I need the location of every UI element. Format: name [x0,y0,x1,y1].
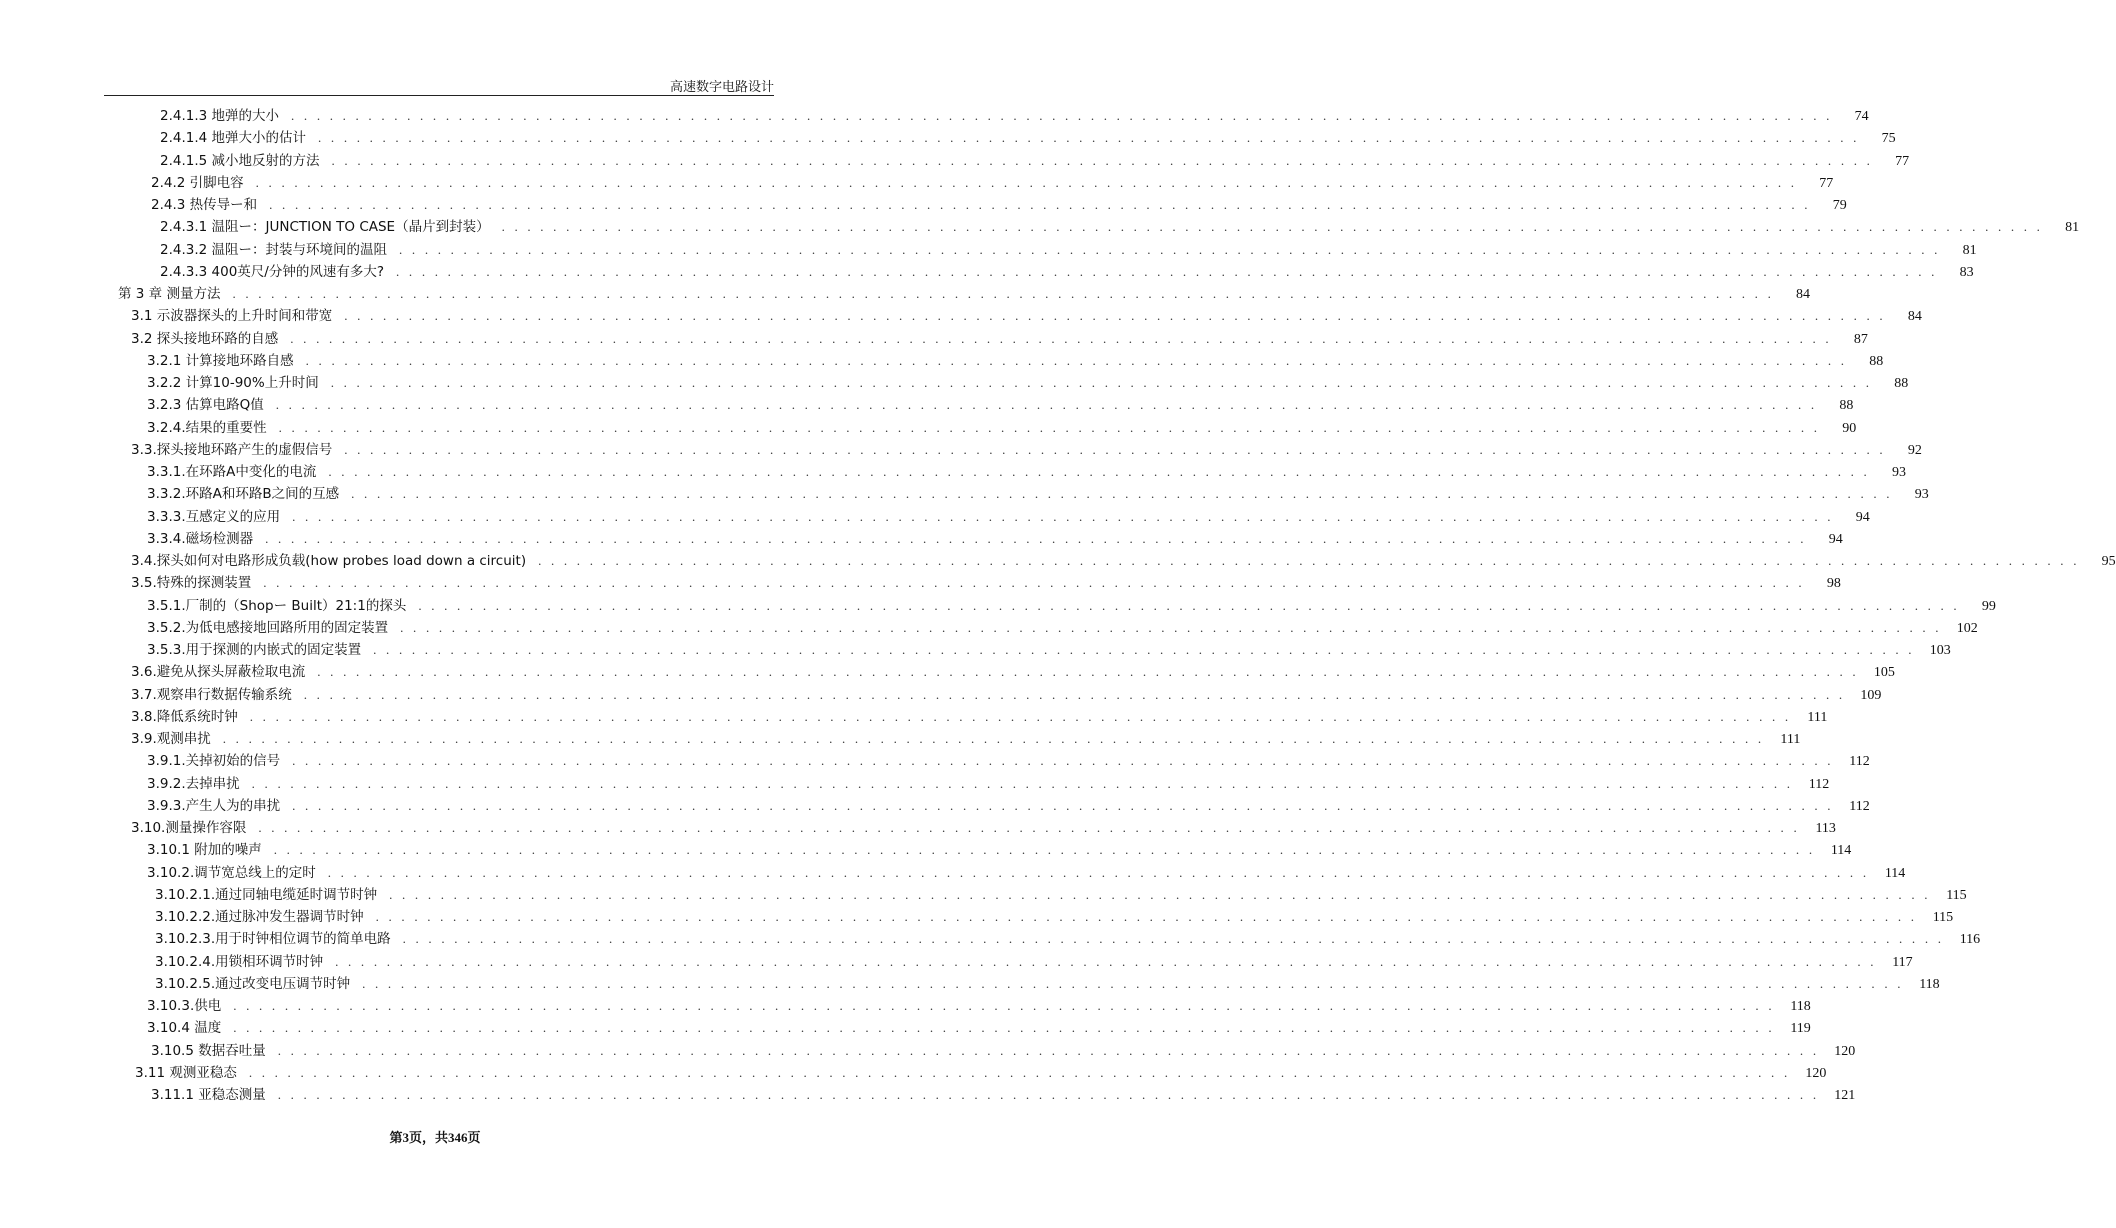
toc-entry[interactable] [147,395,1854,415]
toc-entry[interactable] [155,952,1913,972]
toc-entry-page: 75 [1881,131,1896,147]
toc-entry-page: 111 [1780,732,1801,747]
toc-entry-title: 3.3.4.磁场检测器 [147,530,254,547]
toc-entry[interactable] [160,128,1896,148]
dot-leader: . . . . . . . . . . . . . . . . . . . . . . . . . . . . . . . . . . . . . . . . . . . . . . . . . . . . . . . . . . . . . . . . . . . . . . . . . . . . . . . . . . . . . . . . . . . . . . . . . . . . . . . . . . . . . . . . . . . . . . . . [249,708,1792,724]
toc-entry-title: 2.4.2 引脚电容 [151,174,244,191]
toc-entry[interactable] [147,863,1906,883]
toc-entry[interactable] [131,729,1801,749]
toc-entry-title: 3.11 观测亚稳态 [135,1064,237,1081]
dot-leader: . . . . . . . . . . . . . . . . . . . . . . . . . . . . . . . . . . . . . . . . . . . . . . . . . . . . . . . . . . . . . . . . . . . . . . . . . . . . . . . . . . . . . . . . . . . . . . . . . . . . . . . . . . . . . . . . . . . . . . . . [248,1064,1791,1080]
dot-leader: . . . . . . . . . . . . . . . . . . . . . . . . . . . . . . . . . . . . . . . . . . . . . . . . . . . . . . . . . . . . . . . . . . . . . . . . . . . . . . . . . . . . . . . . . . . . . . . . . . . . . . . . . . . . . . . . . . . . . . . . [222,731,1765,746]
toc-entry-page: 120 [1834,1043,1856,1059]
toc-entry-page: 79 [1832,198,1847,213]
dot-leader: . . . . . . . . . . . . . . . . . . . . . . . . . . . . . . . . . . . . . . . . . . . . . . . . . . . . . . . . . . . . . . . . . . . . . . . . . . . . . . . . . . . . . . . . . . . . . . . . . . . . . . . . . . . . . . . . . . . . . . . . [292,797,1834,813]
toc-entry[interactable] [131,306,1922,326]
dot-leader: . . . . . . . . . . . . . . . . . . . . . . . . . . . . . . . . . . . . . . . . . . . . . . . . . . . . . . . . . . . . . . . . . . . . . . . . . . . . . . . . . . . . . . . . . . . . . . . . . . . . . . . . . . . . . . . . . . . . . . . . [275,397,1818,413]
toc-entry[interactable] [147,596,1996,616]
toc-entry[interactable] [160,217,2080,237]
running-header-title: 高速数字电路设计 [669,80,774,95]
dot-leader: . . . . . . . . . . . . . . . . . . . . . . . . . . . . . . . . . . . . . . . . . . . . . . . . . . . . . . . . . . . . . . . . . . . . . . . . . . . . . . . . . . . . . . . . . . . . . . . . . . . . . . . . . . . . . . . . . . . . . . . . [538,553,2080,568]
toc-entry-title: 第 3 章 测量方法 [118,286,221,302]
toc-entry-page: 95 [2101,554,2116,569]
toc-entry-title: 3.10.2.1.通过同轴电缆延时调节时钟 [155,886,378,903]
toc-entry-title: 2.4.3.3 400英尺/分钟的风速有多大? [160,263,385,280]
toc-entry[interactable] [147,840,1852,860]
dot-leader: . . . . . . . . . . . . . . . . . . . . . . . . . . . . . . . . . . . . . . . . . . . . . . . . . . . . . . . . . . . . . . . . . . . . . . . . . . . . . . . . . . . . . . . . . . . . . . . . . . . . . . . . . . . . . . . . . . . . . . . . [389,886,1931,902]
header-rule [104,95,774,96]
dot-leader: . . . . . . . . . . . . . . . . . . . . . . . . . . . . . . . . . . . . . . . . . . . . . . . . . . . . . . . . . . . . . . . . . . . . . . . . . . . . . . . . . . . . . . . . . . . . . . . . . . . . . . . . . . . . . . . . . . . . . . . . [255,174,1798,190]
toc-entry-title: 3.10.1 附加的噪声 [147,842,262,859]
toc-entry-page: 113 [1815,821,1836,836]
toc-entry-page: 77 [1895,153,1910,169]
toc-entry-page: 98 [1826,576,1841,592]
toc-entry-title: 3.5.3.用于探测的内嵌式的固定装置 [147,642,362,658]
toc-entry[interactable] [131,551,2116,571]
toc-entry-page: 77 [1819,175,1834,191]
toc-entry[interactable] [160,151,1910,171]
toc-entry[interactable] [147,751,1870,771]
toc-entry-title: 3.6.避免从探头屏蔽检取电流 [131,664,306,681]
toc-entry-title: 3.5.1.厂制的（Shopー Built）21:1的探头 [147,597,407,614]
dot-leader: . . . . . . . . . . . . . . . . . . . . . . . . . . . . . . . . . . . . . . . . . . . . . . . . . . . . . . . . . . . . . . . . . . . . . . . . . . . . . . . . . . . . . . . . . . . . . . . . . . . . . . . . . . . . . . . . . . . . . . . . [402,931,1945,947]
toc-entry[interactable] [147,507,1870,527]
dot-leader: . . . . . . . . . . . . . . . . . . . . . . . . . . . . . . . . . . . . . . . . . . . . . . . . . . . . . . . . . . . . . . . . . . . . . . . . . . . . . . . . . . . . . . . . . . . . . . . . . . . . . . . . . . . . . . . . . . . . . . . . [335,953,1877,969]
toc-entry-title: 3.9.观测串扰 [131,731,211,747]
page-footer: 第3页，共346页 [389,1130,481,1145]
toc-entry[interactable] [131,573,1841,593]
toc-entry-page: 116 [1959,932,1981,948]
dot-leader: . . . . . . . . . . . . . . . . . . . . . . . . . . . . . . . . . . . . . . . . . . . . . . . . . . . . . . . . . . . . . . . . . . . . . . . . . . . . . . . . . . . . . . . . . . . . . . . . . . . . . . . . . . . . . . . . . . . . . . . . [292,508,1834,524]
toc-entry-title: 3.10.5 数据吞吐量 [151,1042,266,1059]
toc-entry-title: 3.3.探头接地环路产生的虚假信号 [131,441,333,458]
toc-entry-title: 2.4.1.5 减小地反射的方法 [160,152,320,169]
toc-entry-title: 3.2.4.结果的重要性 [147,419,267,436]
toc-entry-page: 112 [1808,776,1830,792]
toc-entry-title: 3.10.3.供电 [147,998,222,1014]
toc-entry-page: 117 [1892,954,1913,970]
dot-leader: . . . . . . . . . . . . . . . . . . . . . . . . . . . . . . . . . . . . . . . . . . . . . . . . . . . . . . . . . . . . . . . . . . . . . . . . . . . . . . . . . . . . . . . . . . . . . . . . . . . . . . . . . . . . . . . . . . . . . . . . [373,642,1915,657]
dot-leader: . . . . . . . . . . . . . . . . . . . . . . . . . . . . . . . . . . . . . . . . . . . . . . . . . . . . . . . . . . . . . . . . . . . . . . . . . . . . . . . . . . . . . . . . . . . . . . . . . . . . . . . . . . . . . . . . . . . . . . . . [233,998,1775,1013]
dot-leader: . . . . . . . . . . . . . . . . . . . . . . . . . . . . . . . . . . . . . . . . . . . . . . . . . . . . . . . . . . . . . . . . . . . . . . . . . . . . . . . . . . . . . . . . . . . . . . . . . . . . . . . . . . . . . . . . . . . . . . . . [232,286,1775,301]
toc-entry[interactable] [147,618,1978,638]
dot-leader: . . . . . . . . . . . . . . . . . . . . . . . . . . . . . . . . . . . . . . . . . . . . . . . . . . . . . . . . . . . . . . . . . . . . . . . . . . . . . . . . . . . . . . . . . . . . . . . . . . . . . . . . . . . . . . . . . . . . . . . . [292,753,1834,769]
dot-leader: . . . . . . . . . . . . . . . . . . . . . . . . . . . . . . . . . . . . . . . . . . . . . . . . . . . . . . . . . . . . . . . . . . . . . . . . . . . . . . . . . . . . . . . . . . . . . . . . . . . . . . . . . . . . . . . . . . . . . . . . [362,975,1904,991]
toc-entry-page: 83 [1959,264,1974,280]
toc-entry-page: 81 [1962,242,1977,258]
dot-leader: . . . . . . . . . . . . . . . . . . . . . . . . . . . . . . . . . . . . . . . . . . . . . . . . . . . . . . . . . . . . . . . . . . . . . . . . . . . . . . . . . . . . . . . . . . . . . . . . . . . . . . . . . . . . . . . . . . . . . . . . [263,575,1805,591]
dot-leader: . . . . . . . . . . . . . . . . . . . . . . . . . . . . . . . . . . . . . . . . . . . . . . . . . . . . . . . . . . . . . . . . . . . . . . . . . . . . . . . . . . . . . . . . . . . . . . . . . . . . . . . . . . . . . . . . . . . . . . . . [399,241,1941,257]
toc-entry-title: 3.9.3.产生人为的串扰 [147,797,281,814]
toc-entry[interactable] [135,1063,1827,1083]
toc-entry-page: 92 [1907,442,1922,458]
toc-entry-page: 112 [1849,798,1870,814]
toc-entry-title: 3.1 示波器探头的上升时间和带宽 [131,308,333,325]
toc-entry-page: 114 [1830,843,1852,859]
toc-entry[interactable] [147,1018,1811,1038]
toc-entry-page: 121 [1834,1088,1856,1103]
toc-entry-page: 84 [1907,309,1922,325]
toc-entry[interactable] [147,351,1884,371]
toc-entry-page: 81 [2065,220,2080,236]
toc-entry[interactable] [155,929,1981,949]
toc-entry-title: 3.2.2 计算10-90%上升时间 [147,375,319,391]
toc-entry-title: 2.4.3 热传导ー和 [151,197,258,213]
toc-entry-title: 3.5.特殊的探测装置 [131,575,252,592]
toc-entry[interactable] [147,373,1909,393]
toc-entry[interactable] [151,195,1847,215]
dot-leader: . . . . . . . . . . . . . . . . . . . . . . . . . . . . . . . . . . . . . . . . . . . . . . . . . . . . . . . . . . . . . . . . . . . . . . . . . . . . . . . . . . . . . . . . . . . . . . . . . . . . . . . . . . . . . . . . . . . . . . . . [277,1087,1820,1102]
toc-entry-title: 3.8.降低系统时钟 [131,708,238,725]
dot-leader: . . . . . . . . . . . . . . . . . . . . . . . . . . . . . . . . . . . . . . . . . . . . . . . . . . . . . . . . . . . . . . . . . . . . . . . . . . . . . . . . . . . . . . . . . . . . . . . . . . . . . . . . . . . . . . . . . . . . . . . . [305,352,1848,368]
toc-entry-page: 119 [1790,1021,1811,1037]
dot-leader: . . . . . . . . . . . . . . . . . . . . . . . . . . . . . . . . . . . . . . . . . . . . . . . . . . . . . . . . . . . . . . . . . . . . . . . . . . . . . . . . . . . . . . . . . . . . . . . . . . . . . . . . . . . . . . . . . . . . . . . . [344,441,1886,457]
toc-entry[interactable] [131,707,1828,727]
toc-entry[interactable] [131,440,1922,460]
dot-leader: . . . . . . . . . . . . . . . . . . . . . . . . . . . . . . . . . . . . . . . . . . . . . . . . . . . . . . . . . . . . . . . . . . . . . . . . . . . . . . . . . . . . . . . . . . . . . . . . . . . . . . . . . . . . . . . . . . . . . . . . [375,909,1918,924]
toc-entry-page: 74 [1854,109,1869,124]
toc-entry-title: 3.10.2.调节宽总线上的定时 [147,864,316,881]
toc-entry[interactable] [155,907,1954,927]
toc-entry-page: 94 [1828,531,1843,547]
toc-entry[interactable] [155,885,1967,905]
toc-entry-page: 90 [1842,420,1857,436]
toc-entry-title: 3.10.2.3.用于时钟相位调节的简单电路 [155,931,391,948]
toc-entry-page: 99 [1981,598,1996,614]
toc-entry-page: 102 [1956,620,1978,636]
toc-entry-title: 3.10.2.4.用锁相环调节时钟 [155,953,324,970]
toc-entry-title: 3.9.1.关掉初始的信号 [147,753,281,770]
toc-entry[interactable] [147,640,1951,660]
dot-leader: . . . . . . . . . . . . . . . . . . . . . . . . . . . . . . . . . . . . . . . . . . . . . . . . . . . . . . . . . . . . . . . . . . . . . . . . . . . . . . . . . . . . . . . . . . . . . . . . . . . . . . . . . . . . . . . . . . . . . . . . [331,152,1874,168]
toc-entry[interactable] [147,996,1811,1016]
toc-entry[interactable] [147,418,1857,438]
toc-entry-title: 3.3.1.在环路A中变化的电流 [147,464,317,480]
toc-entry[interactable] [118,284,1811,304]
toc-entry-page: 115 [1946,887,1967,903]
toc-entry[interactable] [160,106,1869,126]
dot-leader: . . . . . . . . . . . . . . . . . . . . . . . . . . . . . . . . . . . . . . . . . . . . . . . . . . . . . . . . . . . . . . . . . . . . . . . . . . . . . . . . . . . . . . . . . . . . . . . . . . . . . . . . . . . . . . . . . . . . . . . . [330,375,1873,390]
toc-entry[interactable] [131,329,1868,349]
dot-leader: . . . . . . . . . . . . . . . . . . . . . . . . . . . . . . . . . . . . . . . . . . . . . . . . . . . . . . . . . . . . . . . . . . . . . . . . . . . . . . . . . . . . . . . . . . . . . . . . . . . . . . . . . . . . . . . . . . . . . . . . [318,130,1860,146]
dot-leader: . . . . . . . . . . . . . . . . . . . . . . . . . . . . . . . . . . . . . . . . . . . . . . . . . . . . . . . . . . . . . . . . . . . . . . . . . . . . . . . . . . . . . . . . . . . . . . . . . . . . . . . . . . . . . . . . . . . . . . . . [278,419,1821,435]
toc-entry-title: 3.3.2.环路A和环路B之间的互感 [147,486,340,503]
toc-entry-page: 109 [1860,687,1882,703]
toc-entry[interactable] [160,240,1977,260]
toc-entry-title: 3.10.2.5.通过改变电压调节时钟 [155,975,351,992]
dot-leader: . . . . . . . . . . . . . . . . . . . . . . . . . . . . . . . . . . . . . . . . . . . . . . . . . . . . . . . . . . . . . . . . . . . . . . . . . . . . . . . . . . . . . . . . . . . . . . . . . . . . . . . . . . . . . . . . . . . . . . . . [501,219,2044,235]
toc-entry-page: 94 [1855,509,1870,525]
dot-leader: . . . . . . . . . . . . . . . . . . . . . . . . . . . . . . . . . . . . . . . . . . . . . . . . . . . . . . . . . . . . . . . . . . . . . . . . . . . . . . . . . . . . . . . . . . . . . . . . . . . . . . . . . . . . . . . . . . . . . . . . [233,1020,1775,1036]
toc-entry-page: 93 [1914,487,1929,503]
toc-entry-title: 3.7.观察串行数据传输系统 [131,686,292,703]
toc-entry-page: 93 [1891,465,1906,480]
toc-entry-page: 118 [1790,999,1811,1014]
toc-entry[interactable] [151,1041,1856,1061]
toc-entry-title: 3.10.测量操作容限 [131,820,247,836]
dot-leader: . . . . . . . . . . . . . . . . . . . . . . . . . . . . . . . . . . . . . . . . . . . . . . . . . . . . . . . . . . . . . . . . . . . . . . . . . . . . . . . . . . . . . . . . . . . . . . . . . . . . . . . . . . . . . . . . . . . . . . . . [327,864,1870,880]
dot-leader: . . . . . . . . . . . . . . . . . . . . . . . . . . . . . . . . . . . . . . . . . . . . . . . . . . . . . . . . . . . . . . . . . . . . . . . . . . . . . . . . . . . . . . . . . . . . . . . . . . . . . . . . . . . . . . . . . . . . . . . . [317,664,1859,680]
toc-entry-page: 88 [1869,353,1884,369]
toc-entry-title: 3.10.4 温度 [147,1020,222,1037]
dot-leader: . . . . . . . . . . . . . . . . . . . . . . . . . . . . . . . . . . . . . . . . . . . . . . . . . . . . . . . . . . . . . . . . . . . . . . . . . . . . . . . . . . . . . . . . . . . . . . . . . . . . . . . . . . . . . . . . . . . . . . . . [418,597,1960,613]
dot-leader: . . . . . . . . . . . . . . . . . . . . . . . . . . . . . . . . . . . . . . . . . . . . . . . . . . . . . . . . . . . . . . . . . . . . . . . . . . . . . . . . . . . . . . . . . . . . . . . . . . . . . . . . . . . . . . . . . . . . . . . . [400,619,1942,635]
toc-entry-title: 2.4.1.4 地弹大小的估计 [160,130,307,147]
toc-entry[interactable] [160,262,1974,282]
toc-entry[interactable] [131,685,1882,705]
toc-entry[interactable] [151,173,1834,193]
toc-entry[interactable] [131,818,1836,838]
toc-entry-title: 3.11.1 亚稳态测量 [151,1087,266,1103]
toc-entry-title: 3.10.2.2.通过脉冲发生器调节时钟 [155,909,364,925]
dot-leader: . . . . . . . . . . . . . . . . . . . . . . . . . . . . . . . . . . . . . . . . . . . . . . . . . . . . . . . . . . . . . . . . . . . . . . . . . . . . . . . . . . . . . . . . . . . . . . . . . . . . . . . . . . . . . . . . . . . . . . . . [251,775,1794,791]
toc-entry[interactable] [151,1085,1856,1105]
toc-entry-page: 103 [1929,643,1951,658]
dot-leader: . . . . . . . . . . . . . . . . . . . . . . . . . . . . . . . . . . . . . . . . . . . . . . . . . . . . . . . . . . . . . . . . . . . . . . . . . . . . . . . . . . . . . . . . . . . . . . . . . . . . . . . . . . . . . . . . . . . . . . . . [351,486,1893,502]
toc-entry-page: 88 [1894,376,1909,391]
toc-entry-page: 114 [1884,865,1906,881]
dot-leader: . . . . . . . . . . . . . . . . . . . . . . . . . . . . . . . . . . . . . . . . . . . . . . . . . . . . . . . . . . . . . . . . . . . . . . . . . . . . . . . . . . . . . . . . . . . . . . . . . . . . . . . . . . . . . . . . . . . . . . . . [303,686,1846,702]
dot-leader: . . . . . . . . . . . . . . . . . . . . . . . . . . . . . . . . . . . . . . . . . . . . . . . . . . . . . . . . . . . . . . . . . . . . . . . . . . . . . . . . . . . . . . . . . . . . . . . . . . . . . . . . . . . . . . . . . . . . . . . . [269,197,1811,212]
toc-entry[interactable] [147,529,1843,549]
dot-leader: . . . . . . . . . . . . . . . . . . . . . . . . . . . . . . . . . . . . . . . . . . . . . . . . . . . . . . . . . . . . . . . . . . . . . . . . . . . . . . . . . . . . . . . . . . . . . . . . . . . . . . . . . . . . . . . . . . . . . . . . [258,820,1800,835]
toc-entry[interactable] [131,662,1895,682]
toc-entry-page: 87 [1853,331,1868,347]
toc-entry-page: 120 [1805,1065,1827,1081]
toc-entry-title: 2.4.3.2 温阻ー：封装与环境间的温阻 [160,241,388,258]
dot-leader: . . . . . . . . . . . . . . . . . . . . . . . . . . . . . . . . . . . . . . . . . . . . . . . . . . . . . . . . . . . . . . . . . . . . . . . . . . . . . . . . . . . . . . . . . . . . . . . . . . . . . . . . . . . . . . . . . . . . . . . . [277,1042,1820,1058]
toc-entry-title: 3.2.3 估算电路Q值 [147,397,264,414]
toc-entry-title: 3.2 探头接地环路的自感 [131,330,279,347]
toc-entry-page: 112 [1849,754,1870,770]
toc-entry[interactable] [147,462,1906,482]
dot-leader: . . . . . . . . . . . . . . . . . . . . . . . . . . . . . . . . . . . . . . . . . . . . . . . . . . . . . . . . . . . . . . . . . . . . . . . . . . . . . . . . . . . . . . . . . . . . . . . . . . . . . . . . . . . . . . . . . . . . . . . . [265,530,1807,546]
dot-leader: . . . . . . . . . . . . . . . . . . . . . . . . . . . . . . . . . . . . . . . . . . . . . . . . . . . . . . . . . . . . . . . . . . . . . . . . . . . . . . . . . . . . . . . . . . . . . . . . . . . . . . . . . . . . . . . . . . . . . . . . [273,842,1816,858]
toc-entry-title: 3.2.1 计算接地环路自感 [147,352,294,369]
toc-entry-page: 88 [1839,398,1854,414]
toc-entry-page: 84 [1796,287,1811,302]
dot-leader: . . . . . . . . . . . . . . . . . . . . . . . . . . . . . . . . . . . . . . . . . . . . . . . . . . . . . . . . . . . . . . . . . . . . . . . . . . . . . . . . . . . . . . . . . . . . . . . . . . . . . . . . . . . . . . . . . . . . . . . . [290,330,1832,346]
toc-entry-title: 3.5.2.为低电感接地回路所用的固定装置 [147,619,389,636]
dot-leader: . . . . . . . . . . . . . . . . . . . . . . . . . . . . . . . . . . . . . . . . . . . . . . . . . . . . . . . . . . . . . . . . . . . . . . . . . . . . . . . . . . . . . . . . . . . . . . . . . . . . . . . . . . . . . . . . . . . . . . . . [396,263,1938,279]
toc-entry[interactable] [147,484,1929,504]
dot-leader: . . . . . . . . . . . . . . . . . . . . . . . . . . . . . . . . . . . . . . . . . . . . . . . . . . . . . . . . . . . . . . . . . . . . . . . . . . . . . . . . . . . . . . . . . . . . . . . . . . . . . . . . . . . . . . . . . . . . . . . . [291,108,1833,123]
toc-entry-page: 118 [1919,976,1940,992]
toc-entry-page: 105 [1873,665,1895,681]
toc-entry-title: 2.4.3.1 温阻ー：JUNCTION TO CASE（晶片到封装） [160,219,490,236]
toc-entry-page: 115 [1932,910,1954,925]
dot-leader: . . . . . . . . . . . . . . . . . . . . . . . . . . . . . . . . . . . . . . . . . . . . . . . . . . . . . . . . . . . . . . . . . . . . . . . . . . . . . . . . . . . . . . . . . . . . . . . . . . . . . . . . . . . . . . . . . . . . . . . . [328,464,1870,479]
toc-entry[interactable] [147,796,1870,816]
toc-entry-title: 3.9.2.去掉串扰 [147,775,240,792]
toc-entry-title: 3.4.探头如何对电路形成负载(how probes load down a circuit) [131,553,527,569]
toc-entry-page: 111 [1807,709,1828,725]
dot-leader: . . . . . . . . . . . . . . . . . . . . . . . . . . . . . . . . . . . . . . . . . . . . . . . . . . . . . . . . . . . . . . . . . . . . . . . . . . . . . . . . . . . . . . . . . . . . . . . . . . . . . . . . . . . . . . . . . . . . . . . . [344,308,1886,324]
toc-entry-title: 3.3.3.互感定义的应用 [147,508,281,525]
toc-entry-title: 2.4.1.3 地弹的大小 [160,108,280,124]
toc-entry[interactable] [147,774,1830,794]
toc-entry[interactable] [155,974,1940,994]
